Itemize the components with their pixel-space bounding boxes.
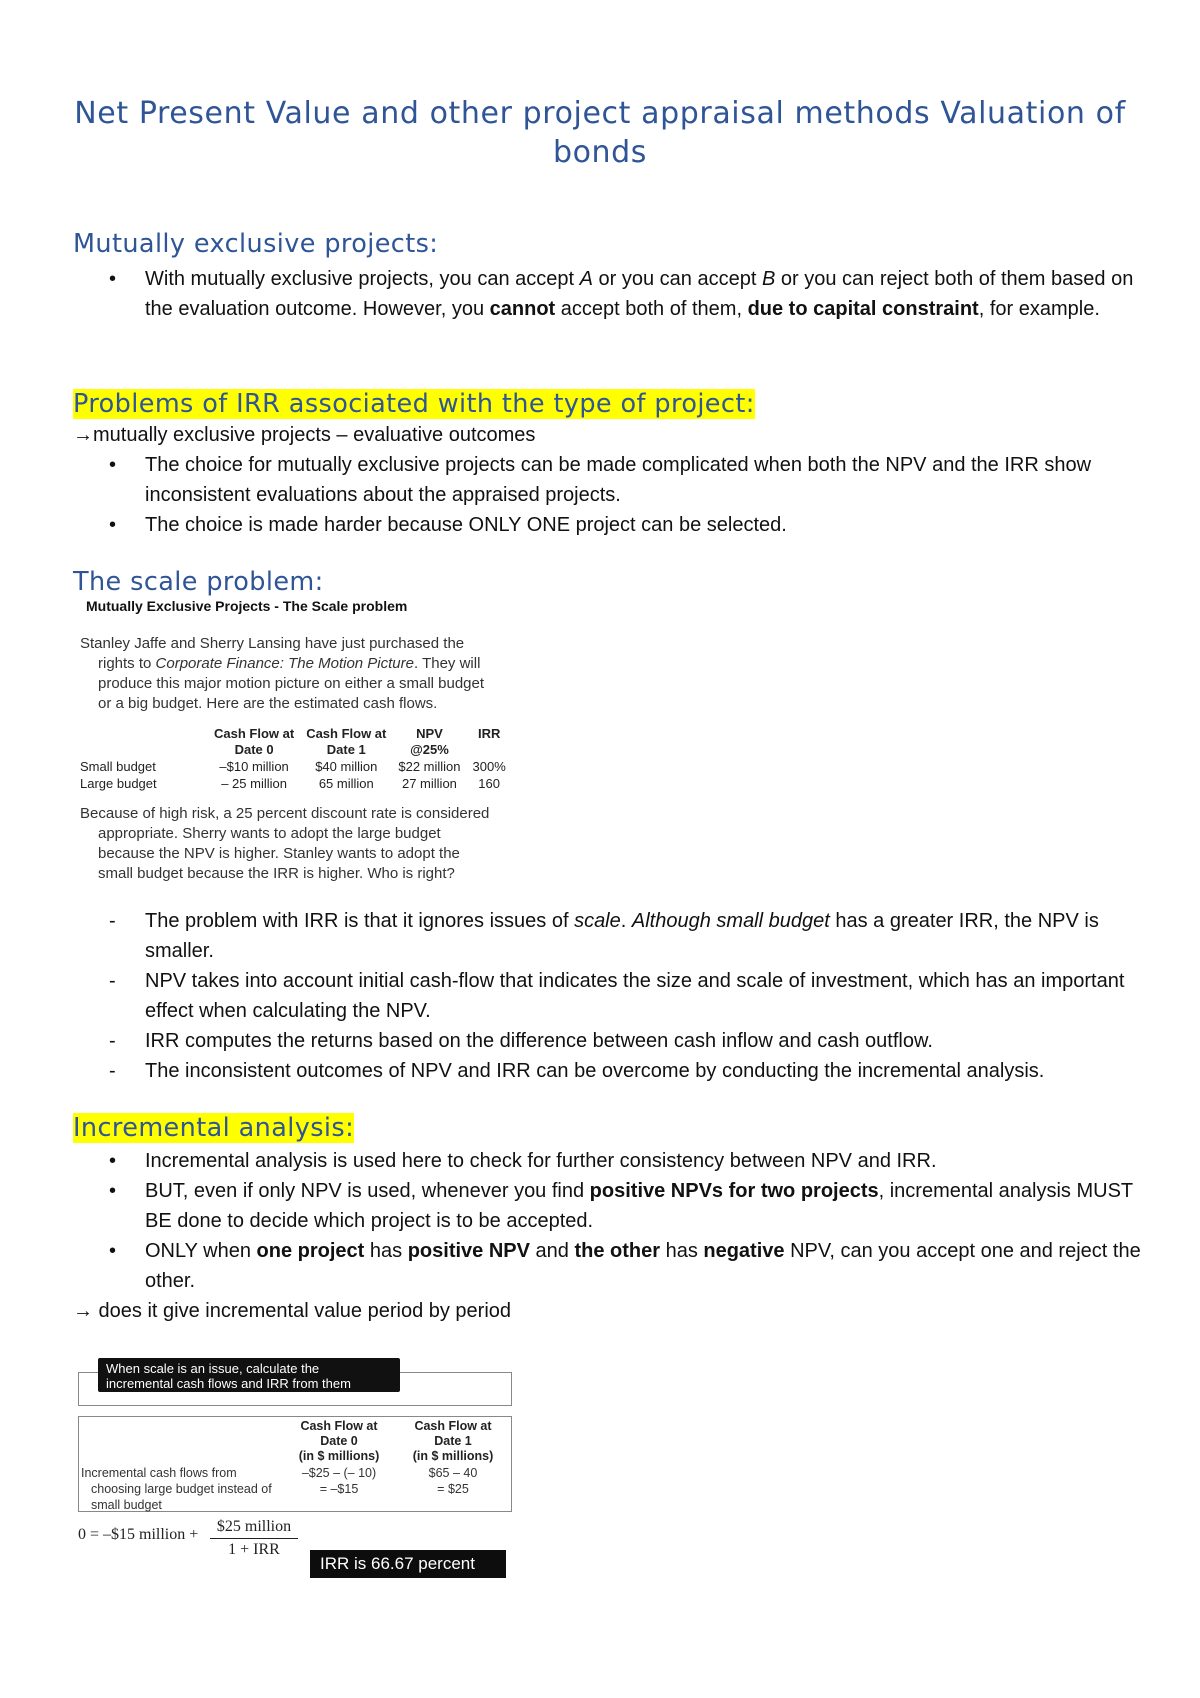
text-run-italic: B [761,268,776,290]
section-incremental-body [73,1146,1153,1326]
table-cell: 300% [472,759,506,774]
text-run: has [660,1240,704,1262]
section-problems-body [73,420,1153,540]
text-run: , for example. [978,298,1100,320]
bullet-marker: • [109,1150,117,1172]
figure-intro [80,634,484,714]
dash-marker: - [109,1030,116,1052]
text-run-italic: scale [574,910,621,932]
text-run-bold: the other [574,1240,661,1262]
table-cell: $22 million [398,759,461,774]
dash-item [73,966,1153,1026]
scale-problem-figure [78,598,548,894]
table-cell: 27 million [401,776,457,791]
heading-highlight: Incremental analysis: [73,1113,355,1143]
table-header-irr: IRR [477,726,501,741]
table-header-date1: Cash Flow at Date 1 (in $ millions) [412,1419,494,1463]
text-run: rights to [98,655,156,672]
dash-marker: - [109,910,116,932]
dash-marker: - [109,1060,116,1082]
irr-equation-left: 0 = –$15 million + [78,1526,199,1543]
row-label: Incremental cash flows from choosing large budget instead of small budget [81,1466,272,1512]
bullet-marker: • [109,514,117,536]
table-cell: 65 million [318,776,374,791]
bullet-text: The choice for mutually exclusive projects can be made complicated when both the NPV and the IRR show inconsistent evaluations about the appraised projects. [145,454,1092,506]
fraction-numerator: $25 million [210,1516,298,1539]
figure-text-line: Because of high risk, a 25 percent discount rate is considered [80,805,490,822]
text-run-italic: Although small budget [631,910,830,932]
heading-incremental-analysis [73,1112,354,1144]
text-run: With mutually exclusive projects, you can accept [145,268,580,290]
arrow-line: → does it give incremental value period by period [73,1300,512,1322]
text-run-bold: due to capital constraint [747,298,979,320]
heading-scale-problem: The scale problem: [73,567,324,597]
dash-item [73,1056,1153,1086]
heading-highlight: Problems of IRR associated with the type of project: [73,389,755,419]
table-cell: –$25 – (– 10) = –$15 [301,1466,377,1496]
text-run: NPV, can you accept one and reject the other. [145,1240,1141,1292]
text-run: The problem with IRR is that it ignores issues of [145,910,575,932]
row-label: Large budget [80,776,157,791]
bullet-item [73,450,1153,510]
table-cell: – 25 million [221,776,287,791]
banner-label [98,1358,400,1392]
text-run: ONLY when [145,1240,257,1262]
heading-problems-of-irr [73,388,755,420]
dash-text: The inconsistent outcomes of NPV and IRR can be overcome by conducting the incremental analysis. [145,1060,1045,1082]
text-run-bold: negative [703,1240,785,1262]
irr-equation-fraction [210,1516,298,1561]
text-run: , incremental analysis MUST BE done to decide which project is to be accepted. [145,1180,1133,1232]
fraction-denominator: 1 + IRR [228,1541,280,1558]
figure-title: Mutually Exclusive Projects - The Scale problem [86,598,408,614]
incremental-figure [78,1358,514,1598]
figure-text-line: appropriate. Sherry wants to adopt the large budget [98,825,441,842]
irr-result-label: IRR is 66.67 percent [310,1550,506,1578]
banner-text-line: When scale is an issue, calculate the [106,1361,320,1376]
dash-text: IRR computes the returns based on the difference between cash inflow and cash outflow. [145,1030,933,1052]
text-run-bold: cannot [489,298,556,320]
figure-text-line: because the NPV is higher. Stanley wants to adopt the [98,845,460,862]
table-cell: –$10 million [219,759,289,774]
figure-outro [80,804,489,884]
bullet-text: Incremental analysis is used here to check for further consistency between NPV and IRR. [145,1150,937,1172]
table-cell: $65 – 40 = $25 [428,1466,478,1496]
bullet-marker: • [109,1180,117,1202]
text-run-bold: one project [256,1240,365,1262]
figure-text-line: Stanley Jaffe and Sherry Lansing have just purchased the [80,635,465,652]
text-run: and [529,1240,575,1262]
table-cell: 160 [478,776,500,791]
dash-marker: - [109,970,116,992]
text-run: or you can reject both of them based on the evaluation outcome. However, you [145,268,1134,320]
bullet-text: The choice is made harder because ONLY ONE project can be selected. [145,514,787,536]
section-scale-dashes [73,906,1153,1086]
text-run-italic: Corporate Finance: The Motion Picture [155,655,414,672]
text-run: . They will [414,655,481,672]
bullet-marker: • [109,454,117,476]
document-title: Net Present Value and other project appraisal methods Valuation of bonds [74,96,1126,170]
table-header-empty [80,726,208,758]
table-row [80,758,512,775]
table-header-npv: NPV @25% [410,726,449,757]
table-row [80,775,512,792]
text-run-bold: positive NPVs for two projects [589,1180,879,1202]
table-header-row [80,726,512,758]
table-header-cf1: Cash Flow at Date 1 [306,726,387,757]
banner-text-line: incremental cash flows and IRR from them [106,1376,351,1391]
bullet-item [73,510,1153,540]
heading-mutually-exclusive: Mutually exclusive projects: [73,229,439,259]
text-run: has a greater IRR, the NPV is smaller. [145,910,1099,962]
dash-item [73,906,1153,966]
dash-text: NPV takes into account initial cash-flow that indicates the size and scale of investment, which has an important effect when calculating the NPV. [145,970,1125,1022]
text-run: . [620,910,632,932]
bullet-marker: • [109,268,117,290]
arrow-line: →mutually exclusive projects – evaluative outcomes [73,424,536,446]
text-run: accept both of them, [555,298,748,320]
text-run-bold: positive NPV [407,1240,530,1262]
bullet-marker: • [109,1240,117,1262]
text-run: BUT, even if only NPV is used, whenever you find [145,1180,590,1202]
row-label: Small budget [80,759,156,774]
figure-text-line: produce this major motion picture on either a small budget [98,675,485,692]
scale-table [80,726,512,792]
table-header-cf0: Cash Flow at Date 0 [214,726,295,757]
figure-text-line [80,654,484,674]
dash-item [73,1026,1153,1056]
incremental-table [78,1416,512,1512]
bullet-item [73,1176,1153,1236]
table-cell: $40 million [315,759,378,774]
text-run: or you can accept [592,268,762,290]
text-run: has [364,1240,408,1262]
bullet-item [73,1146,1153,1176]
figure-text-line: or a big budget. Here are the estimated cash flows. [98,695,438,712]
text-run-italic: A [579,268,593,290]
table-header-date0: Cash Flow at Date 0 (in $ millions) [298,1419,380,1463]
section-mutually-exclusive-body [73,264,1153,324]
bullet-item [73,1236,1153,1296]
figure-text-line: small budget because the IRR is higher. Who is right? [98,865,455,882]
bullet-item [73,264,1153,324]
